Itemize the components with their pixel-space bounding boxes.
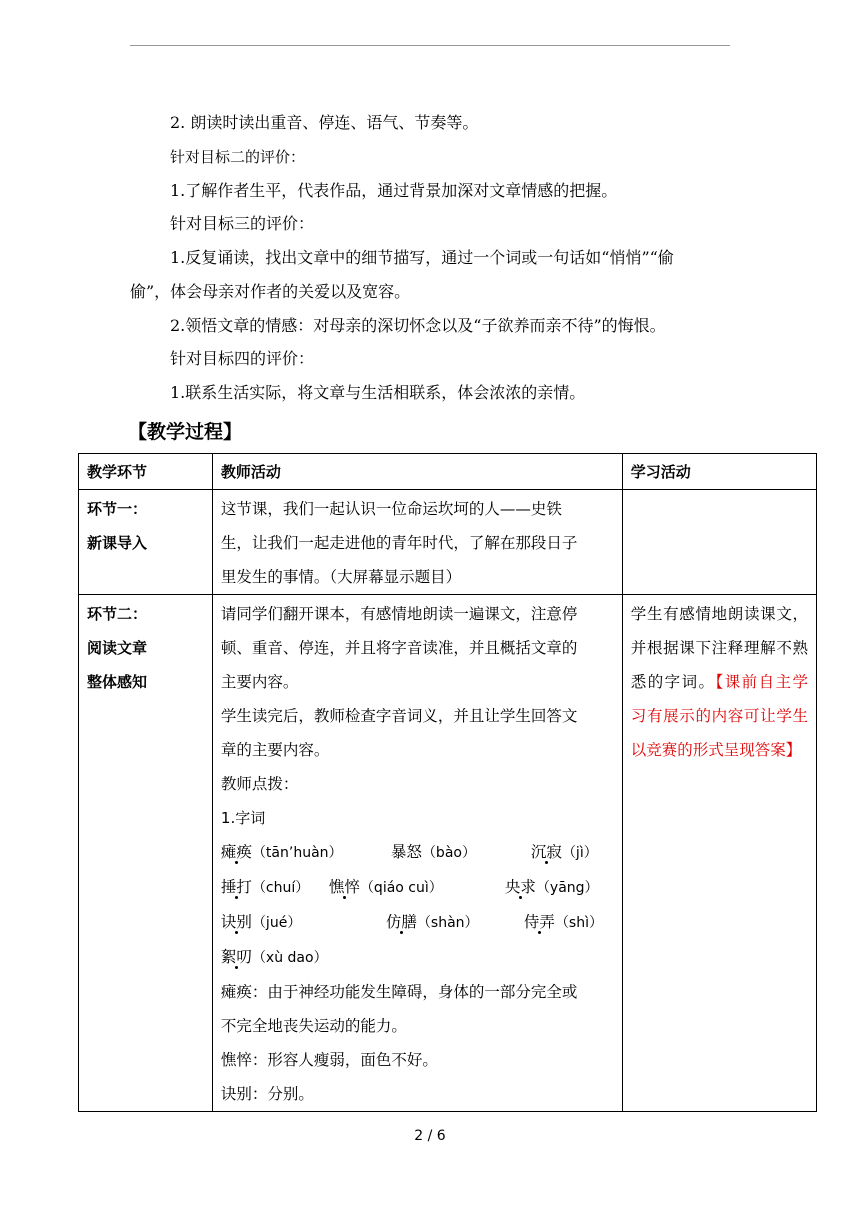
teacher-line: 里发生的事情。（大屏幕显示题目） <box>220 568 462 586</box>
definition-line: 不完全地丧失运动的能力。 <box>220 1017 407 1035</box>
teaching-process-table <box>78 453 817 1112</box>
section-title: 【教学过程】 <box>128 421 243 443</box>
header-learning: 学习活动 <box>630 463 691 481</box>
vocab-row <box>221 835 614 870</box>
header-teacher: 教师活动 <box>220 463 281 481</box>
vocab-word: 沉寂 <box>530 843 562 861</box>
vocab-word: 絮叨 <box>220 948 252 966</box>
vocab-pinyin: （shàn） <box>416 915 479 931</box>
vocab-row <box>221 905 614 940</box>
vocab-pinyin: （jì） <box>561 845 598 861</box>
vocab-word: 暴怒 <box>390 843 422 861</box>
vocab-pinyin: （xù dao） <box>251 950 328 966</box>
teacher-line: 主要内容。 <box>220 673 299 691</box>
eval-para: 针对目标三的评价： <box>170 214 315 233</box>
header-stage: 教学环节 <box>87 463 148 481</box>
vocab-row <box>221 870 614 905</box>
vocab-word: 侍弄 <box>523 913 555 931</box>
table-row <box>79 490 817 595</box>
vocab-row <box>221 940 614 975</box>
eval-para: 1.反复诵读，找出文章中的细节描写，通过一个词或一句话如“悄悄”“偷 <box>170 248 674 267</box>
eval-para: 偷”，体会母亲对作者的关爱以及宽容。 <box>130 282 411 301</box>
teacher-line: 1.字词 <box>220 809 266 827</box>
teacher-line: 请同学们翻开课本，有感情地朗读一遍课文，注意停 <box>220 605 578 623</box>
table-row <box>79 595 817 1112</box>
vocab-pinyin: （yāng） <box>535 880 599 896</box>
teacher-line: 生，让我们一起走进他的青年时代，了解在那段日子 <box>220 534 578 552</box>
vocab-pinyin: （shì） <box>554 915 603 931</box>
vocab-word: 央求 <box>504 878 536 896</box>
vocab-word: 瘫痪 <box>220 843 252 861</box>
vocab-word: 诀别 <box>220 913 252 931</box>
vocab-pinyin: （jué） <box>251 915 302 931</box>
header-rule <box>130 45 730 46</box>
teacher-line: 教师点拨： <box>220 775 299 793</box>
eval-para: 针对目标四的评价： <box>170 349 315 368</box>
definition-line: 憔悴：形容人瘦弱，面色不好。 <box>220 1051 438 1069</box>
vocab-word: 憔悴 <box>328 878 360 896</box>
definition-line: 瘫痪：由于神经功能发生障碍，身体的一部分完全或 <box>220 983 578 1001</box>
table-header-row <box>79 454 817 490</box>
vocab-word: 捶打 <box>220 878 252 896</box>
vocab-pinyin: （chuí） <box>251 880 310 896</box>
teacher-line: 学生读完后，教师检查字音词义，并且让学生回答文 <box>220 707 578 725</box>
vocab-word: 仿膳 <box>385 913 417 931</box>
stage-label: 环节二： <box>87 605 148 623</box>
stage-name: 阅读文章 <box>87 639 148 657</box>
stage-name: 新课导入 <box>87 534 148 552</box>
teacher-line: 章的主要内容。 <box>220 741 330 759</box>
eval-para: 1.联系生活实际，将文章与生活相联系，体会浓浓的亲情。 <box>170 383 586 402</box>
stage-name: 整体感知 <box>87 673 148 691</box>
teacher-line: 顿、重音、停连，并且将字音读准，并且概括文章的 <box>220 639 578 657</box>
learning-activity-text: 学生有感情地朗读课文，并根据课下注释理解不熟悉的字词。 <box>630 605 808 691</box>
page-number: 2 / 6 <box>414 1128 446 1144</box>
teacher-line: 这节课，我们一起认识一位命运坎坷的人——史铁 <box>220 500 562 518</box>
vocab-pinyin: （bào） <box>421 845 476 861</box>
eval-para: 2.领悟文章的情感：对母亲的深切怀念以及“子欲养而亲不待”的悔恨。 <box>170 316 666 335</box>
eval-para: 1.了解作者生平，代表作品，通过背景加深对文章情感的把握。 <box>170 181 618 200</box>
vocab-pinyin: （qiáo cuì） <box>359 880 443 896</box>
learning-activity-note: 【课前自主学习有展示的内容可让学生以竞赛的形式呈现答案】 <box>630 673 808 759</box>
vocab-pinyin: （tān’huàn） <box>251 845 343 861</box>
eval-para: 针对目标二的评价： <box>170 148 306 166</box>
stage-label: 环节一： <box>87 500 148 518</box>
eval-para: 2. 朗读时读出重音、停连、语气、节奏等。 <box>170 113 479 132</box>
definition-line: 诀别：分别。 <box>220 1085 314 1103</box>
